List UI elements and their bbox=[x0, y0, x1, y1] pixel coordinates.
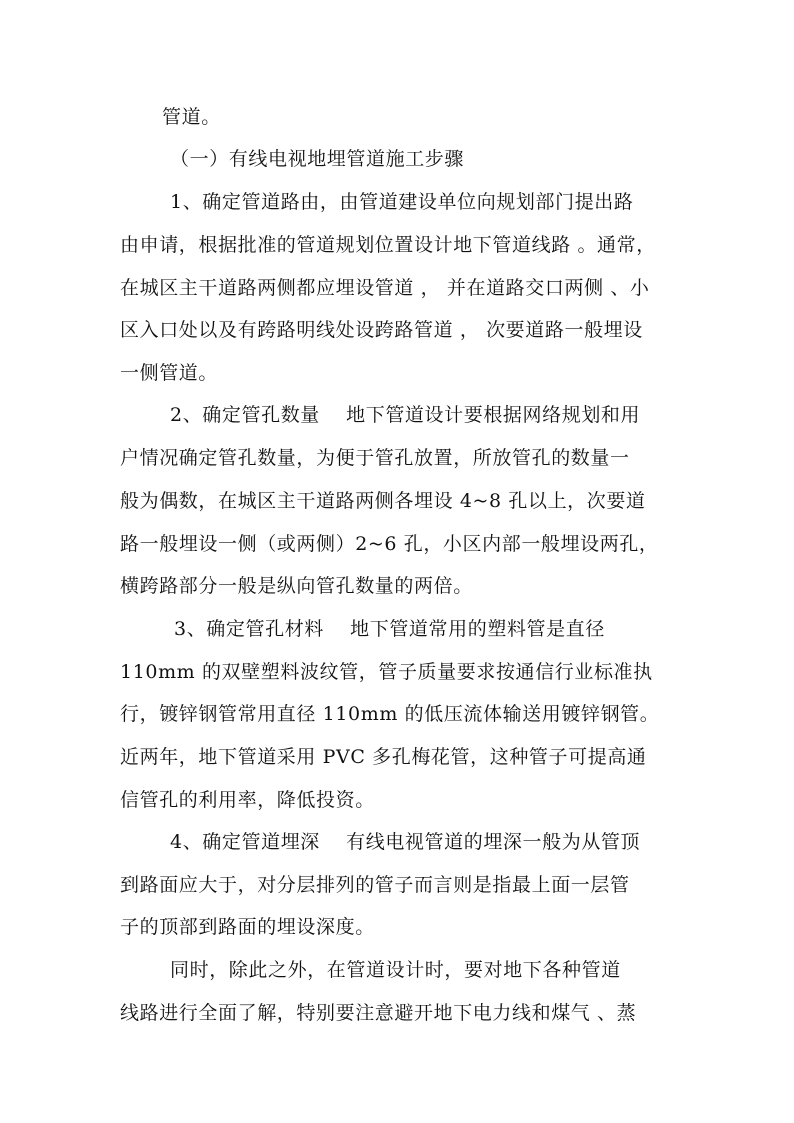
text-line: 路一般埋设一侧（或两侧）2~6 孔，小区内部一般埋设两孔， bbox=[120, 533, 659, 555]
text-line: 3、确定管孔材料 地下管道常用的塑料管是直径 bbox=[174, 618, 605, 640]
text-line: 区入口处以及有跨路明线处设跨路管道 ， 次要道路一般埋设 bbox=[120, 319, 643, 341]
text-line: 近两年，地下管道采用 PVC 多孔梅花管，这种管子可提高通 bbox=[120, 746, 647, 768]
text-line: 横跨路部分一般是纵向管孔数量的两倍。 bbox=[120, 575, 473, 597]
text-line: 子的顶部到路面的埋设深度。 bbox=[120, 916, 375, 938]
text-line: 行，镀锌钢管常用直径 110mm 的低压流体输送用镀锌钢管。 bbox=[120, 703, 660, 725]
text-line: 户情况确定管孔数量，为便于管孔放置，所放管孔的数量一 bbox=[120, 447, 630, 469]
text-line: 同时，除此之外，在管道设计时，要对地下各种管道 bbox=[170, 959, 621, 981]
text-line: 在城区主干道路两侧都应埋设管道 ， 并在道路交口两侧 、小 bbox=[120, 277, 650, 299]
text-line: 一侧管道。 bbox=[120, 362, 219, 384]
text-line: 管道。 bbox=[162, 106, 221, 128]
text-line: 2、确定管孔数量 地下管道设计要根据网络规划和用 bbox=[170, 404, 641, 426]
text-line: 线路进行全面了解，特别要注意避开地下电力线和煤气 、蒸 bbox=[120, 1002, 637, 1024]
text-line: 般为偶数，在城区主干道路两侧各埋设 4~8 孔以上，次要道 bbox=[120, 490, 646, 512]
text-line: 到路面应大于，对分层排列的管子而言则是指最上面一层管 bbox=[120, 874, 630, 896]
text-line: 信管孔的利用率，降低投资。 bbox=[120, 789, 375, 811]
text-line: 由申请，根据批准的管道规划位置设计地下管道线路 。通常， bbox=[120, 234, 656, 256]
text-line: 4、确定管道埋深 有线电视管道的埋深一般为从管顶 bbox=[170, 831, 641, 853]
text-line: 110mm 的双壁塑料波纹管，管子质量要求按通信行业标准执 bbox=[120, 661, 653, 683]
section-heading: （一）有线电视地埋管道施工步骤 bbox=[170, 148, 465, 170]
text-line: 1、确定管道路由，由管道建设单位向规划部门提出路 bbox=[170, 191, 634, 213]
